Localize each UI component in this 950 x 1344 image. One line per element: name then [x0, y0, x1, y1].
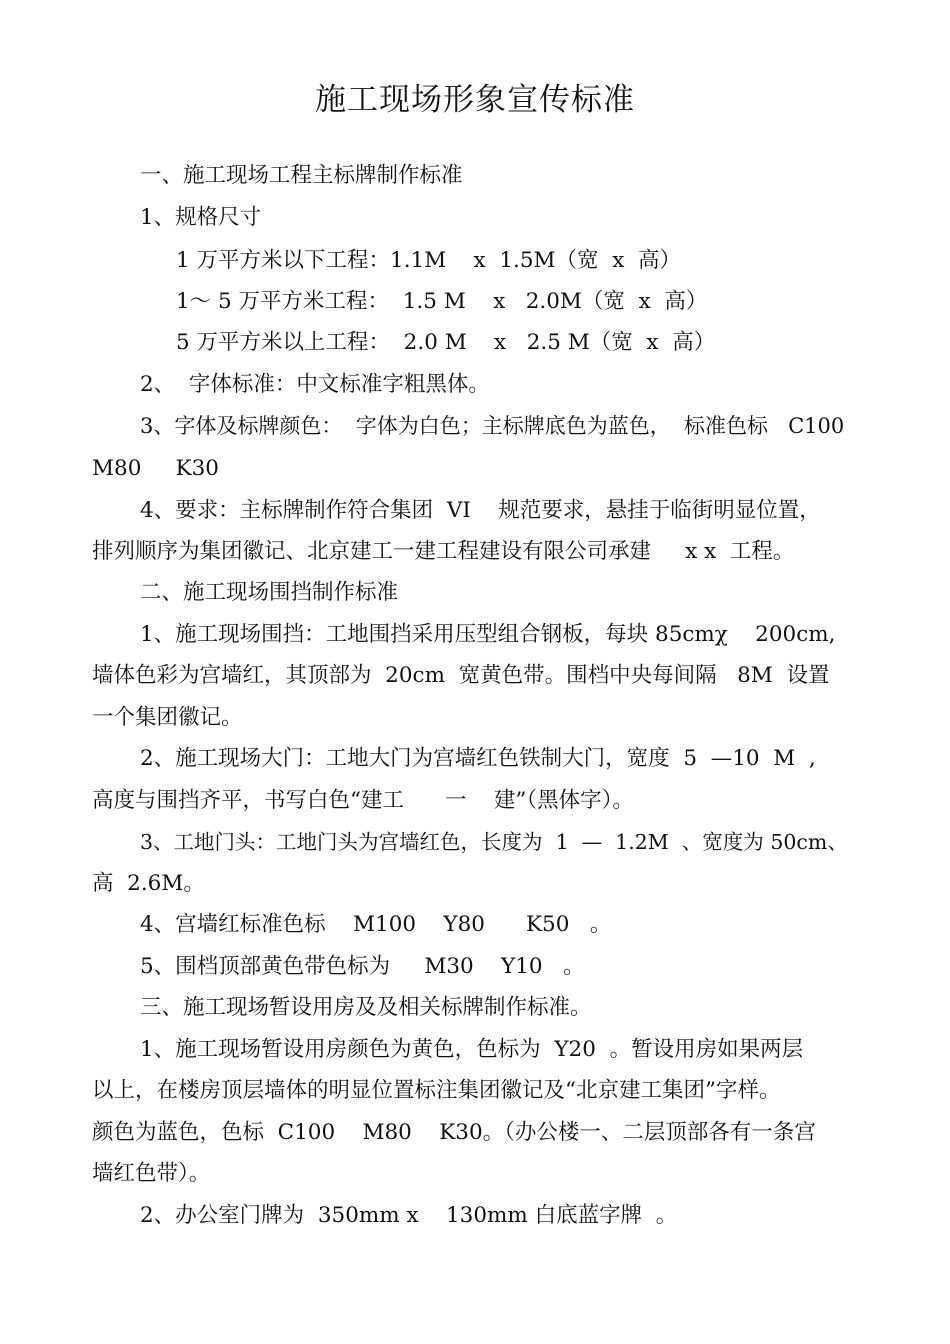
text-line: 高 2.6M。 [92, 871, 205, 896]
text-line: 1～ 5 万平方米工程： 1.5 M x 2.0M（宽 x 高） [176, 289, 708, 314]
text-line: 1、规格尺寸 [140, 205, 262, 230]
text-line: 墙红色带）。 [92, 1161, 211, 1186]
text-line: 3、字体及标牌颜色： 字体为白色；主标牌底色为蓝色， 标准色标 C100 [140, 414, 845, 438]
text-line: 2、 字体标准：中文标准字粗黑体。 [140, 372, 490, 397]
text-line: 5 万平方米以上工程： 2.0 M x 2.5 M（宽 x 高） [176, 330, 716, 355]
text-line: 1、施工现场暂设用房颜色为黄色，色标为 Y20 。暂设用房如果两层 [140, 1037, 804, 1062]
text-line: 高度与围挡齐平，书写白色“建工 一 建”（黑体字）。 [92, 788, 634, 813]
text-line: 2、施工现场大门：工地大门为宫墙红色铁制大门，宽度 5 —10 M , [140, 746, 816, 771]
text-line: 4、宫墙红标准色标 M100 Y80 K50 。 [140, 912, 612, 937]
text-line: 5、围档顶部黄色带色标为 M30 Y10 。 [140, 954, 585, 979]
text-line: 1 万平方米以下工程：1.1M x 1.5M（宽 x 高） [176, 248, 682, 273]
text-line: 2、办公室门牌为 350mm x 130mm 白底蓝字牌 。 [140, 1203, 678, 1228]
text-line: 4、要求：主标牌制作符合集团 VI 规范要求，悬挂于临街明显位置， [140, 498, 821, 523]
document-title: 施工现场形象宣传标准 [315, 82, 635, 118]
text-line: 颜色为蓝色，色标 C100 M80 K30。（办公楼一、二层顶部各有一条宫 [92, 1120, 816, 1145]
text-line: 1、施工现场围挡：工地围挡采用压型组合钢板，每块 85cmχ 200cm, [140, 622, 836, 647]
section-3-heading: 三、施工现场暂设用房及及相关标牌制作标准。 [140, 995, 592, 1020]
text-line: M80 K30 [92, 456, 219, 481]
text-line: 排列顺序为集团徽记、北京建工一建工程建设有限公司承建 x x 工程。 [92, 539, 795, 564]
text-line: 墙体色彩为宫墙红，其顶部为 20cm 宽黄色带。围档中央每间隔 8M 设置 [92, 663, 830, 688]
section-1-heading: 一、施工现场工程主标牌制作标准 [140, 163, 463, 188]
text-line: 以上，在楼房顶层墙体的明显位置标注集团徽记及“北京建工集团”字样。 [92, 1078, 781, 1103]
section-2-heading: 二、施工现场围挡制作标准 [140, 580, 399, 605]
text-line: 一个集团徽记。 [92, 705, 243, 730]
text-line: 3、工地门头：工地门头为宫墙红色，长度为 1 — 1.2M 、宽度为 50cm、 [140, 830, 848, 854]
